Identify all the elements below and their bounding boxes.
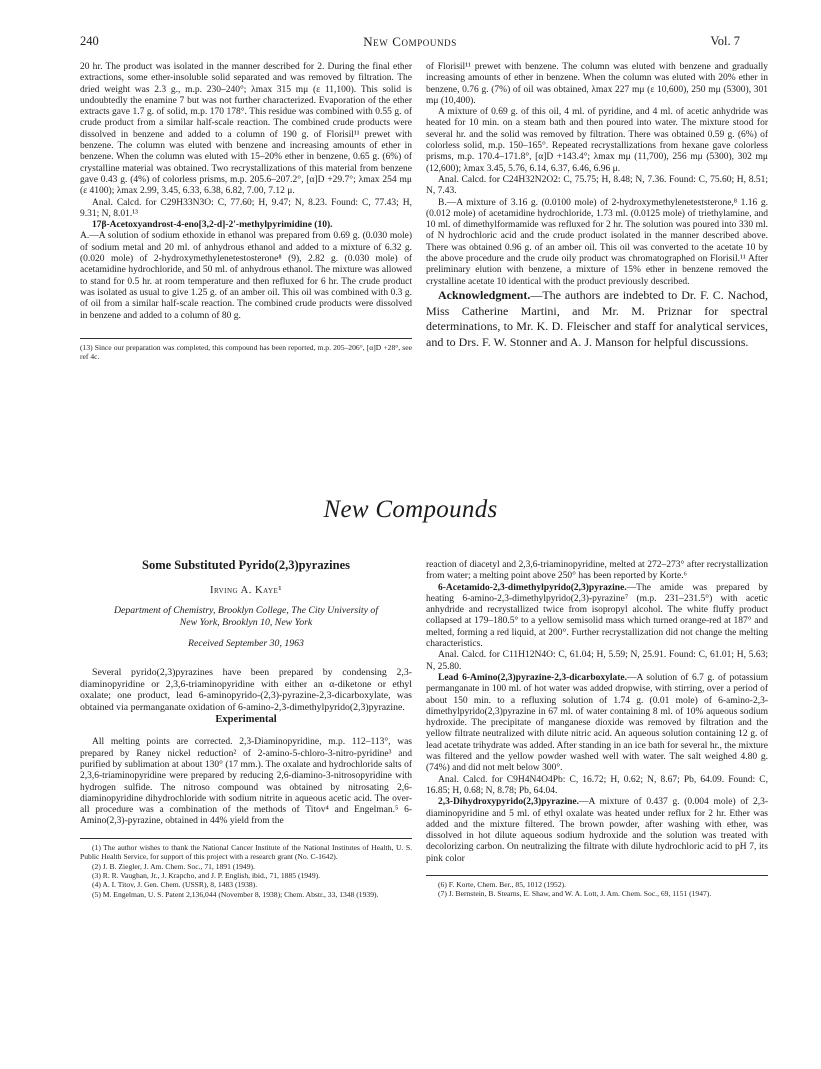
paragraph: B.—A mixture of 3.16 g. (0.0100 mole) of 2-hydroxymethyleneteststerone,⁸ 1.16 g. (0.012 mole) of acetamidine hydrochloride, 1.73 ml. (0.0125 mole) of triethylamine, and 10 ml. of dimethylformamide was refluxed for 2 hr. The solution was poured into 330 ml. of N hydrochloric acid and the crude product isolated in the manner described above. There was obtained 0.96 g. of an amber oil. This oil was converted to the acetate 10 by the above procedure and the crude oily product was chromatographed on Florisil.¹¹ After preliminary elution with benzene, a mixture of 15% ether in benzene removed the crystalline acetate 10 identical with the product previously described. [426, 197, 768, 287]
footnote-rule [426, 875, 768, 876]
paragraph-text: —A solution of 6.7 g. of potassium permanganate in 100 ml. of hot water was added dropwise, with stirring, over a period of about 150 min. to a refluxing solution of 1.74 g. (0.01 mole) of 6-amino-2,3-dimethylpyrido(2,3)pyrazine in 67 ml. of water containing 8 ml. of 10% aqueous sodium hydroxide. The precipitate of manganese dioxide was removed by filtration and the yellow filtrate neutralized with dilute nitric acid. An aqueous solution containing 12 g. of lead acetate trihydrate was added. After standing in an ice bath for several hr., the mixture was filtered and the yellow powder washed well with water. The salt weighed 4.80 g. (74%) and did not melt below 300°. [426, 672, 768, 774]
acknowledgment [426, 288, 768, 350]
compound-heading: Lead 6-Amino(2,3)pyrazine-2,3-dicarboxylate. [438, 672, 628, 683]
paragraph-text: A.—A solution of sodium ethoxide in ethanol was prepared from 0.69 g. (0.030 mole) of sodium metal and 20 ml. of anhydrous ethanol and added to a mixture of 6.32 g. (0.020 mole) of 2-hydroxymethylenetestosterone⁸ (9), 2.82 g. (0.030 mole) of acetamidine hydrochloride, and 50 ml. of anhydrous ethanol. The mixture was allowed to stand for 0.5 hr. at room temperature and then refluxed for 6 hr. The crude product was isolated as usual to give 1.25 g. of an amber oil. This oil was combined with 0.3 g. of oil from a similar half-scale reaction. The combined crude products were dissolved in benzene and added to a column of 80 g. [80, 231, 412, 321]
running-title: New Compounds [363, 34, 457, 49]
footnote: (3) R. R. Vaughan, Jr., J. Krapcho, and J. P. English, ibid., 71, 1885 (1949). [92, 870, 321, 880]
analysis-line: Anal. Calcd. for C11H12N4O: C, 61.04; H, 5.59; N, 25.91. Found: C, 61.01; H, 5.63; N, 25.80. [426, 650, 768, 672]
received-date: Received September 30, 1963 [188, 637, 304, 649]
footnote: (13) Since our preparation was completed, this compound has been reported, m.p. 205–206°, [α]D +28°, see ref 4c. [80, 342, 412, 362]
paragraph: 20 hr. The product was isolated in the manner described for 2. During the final ether extractions, some ether-insoluble solid separated and was removed by filtration. The dried weight was 2.3 g., m.p. 230–240°; λmax 315 mμ (ε 11,100). This solid is undoubtedly the enamine 7 but was not further characterized. Evaporation of the ether extracts gave 1.7 g. of solid, m.p. 170 178°. This residue was combined with 0.55 g. of crude product from a similar half-scale reaction. The combined crude products were dissolved in benzene and added to a column of 190 g. of Florisil¹¹ prewet with benzene. The column was eluted with benzene and increasing amounts of ether in benzene. When the column was eluted with 15–20% ether in benzene, 0.65 g. (6%) of crystalline material was obtained. Two recrystallizations of this material from benzene gave 0.43 g. (4%) of colorless prisms, m.p. 205.6–207.2°, [α]D +29.7°; λmax 254 mμ (ε 4100); λmax 2.99, 3.45, 6.33, 6.38, 6.82, 7.00, 7.12 μ. [80, 62, 412, 197]
page-number: 240 [80, 34, 99, 48]
analysis-line: Anal. Calcd. for C24H32N2O2: C, 75.75; H, 8.48; N, 7.36. Found: C, 75.60; H, 8.51; N, 7.43. [426, 174, 768, 197]
paragraph [426, 673, 768, 775]
footnote-rule [80, 338, 412, 339]
paragraph: All melting points are corrected. 2,3-Diaminopyridine, m.p. 112–113°, was prepared by Raney nickel reduction² of 2-amino-5-chloro-3-nitro-pyridine³ and purified by sublimation at about 130° (17 mm.). The oxalate and hydrochloride salts of 2,3,6-triaminopyridine were prepared by reducing 2,6-diamino-3-nitrosopyridine with hydrogen sulfide. The nitroso compound was obtained by nitrosating 2,6-diaminopyridine dihydrochloride with sodium nitrite in aqueous acetic acid. The over-all procedure was a combination of the methods of Titov⁴ and Engelman.⁵ 6-Amino(2,3)-pyrazine, obtained in 44% yield from the [80, 737, 412, 827]
paragraph: A mixture of 0.69 g. of this oil, 4 ml. of pyridine, and 4 ml. of acetic anhydride was heated for 10 min. on a steam bath and then poured into water. The mixture stood for several hr. and the solid was removed by filtration. There was obtained 0.59 g. (6%) of colorless solid, m.p. 150–165°. Repeated recrystallizations from hexane gave colorless prisms, m.p. 170.4–171.8°, [α]D +143.4°; λmax mμ (11,700), 256 mμ (5300), 302 mμ (12,600); λmax 3.45, 5.76, 6.14, 6.37, 6.46, 6.96 μ. [426, 107, 768, 174]
section-title: New Compounds [323, 496, 498, 523]
paragraph [426, 583, 768, 651]
footnote: (1) The author wishes to thank the National Cancer Institute of the National Institutes of Health, U. S. Public Health Service, for support of this project with a research grant (No. C-1642). [80, 842, 412, 862]
acknowledgment-text: —The authors are indebted to Dr. F. C. Nachod, Miss Catherine Martini, and Mr. M. Priznar for spectral determinations, to Mr. K. D. Fleischer and staff for analytical services, and to Drs. F. W. Stonner and A. J. Manson for helpful discussions. [426, 287, 768, 349]
paragraph: of Florisil¹¹ prewet with benzene. The column was eluted with benzene and gradually increasing amounts of ether in benzene. When the column was eluted with 20% ether in benzene, 0.76 g. (7%) of oil was obtained, λmax 227 mμ (ε 10,600), 250 mμ (5300), 301 mμ (10,400). [426, 62, 768, 106]
prev-article-column-right [426, 62, 768, 350]
article-column-right [426, 560, 768, 899]
compound-heading: 17β-Acetoxyandrost-4-eno[3,2-d]-2′-methylpyrimidine (10). [92, 220, 333, 231]
footnote: (7) J. Bernstein, B. Stearns, E. Shaw, and W. A. Lott, J. Am. Chem. Soc., 69, 1151 (1947). [438, 889, 712, 899]
footnote: (4) A. I. Titov, J. Gen. Chem. (USSR), 8, 1483 (1938). [92, 880, 258, 890]
paragraph-text: —The amide was prepared by heating 6-amino-2,3-dimethylpyrido(2,3)-pyrazine⁷ (m.p. 231–231.5°) with acetic anhydride and recrystallized twice from isopropyl alcohol. The white fluffy product collapsed at 179–180.5° to a yellow semisolid mass which turned orange-red at 187° and melted, forming a red liquid, at 200°. Further recrystallization did not change the melting characteristics. [426, 582, 768, 650]
paragraph [426, 797, 768, 865]
analysis-line: Anal. Calcd. for C29H33N3O: C, 77.60; H, 9.47; N, 8.23. Found: C, 77.43; H, 9.31; N, 8.01.¹³ [80, 197, 412, 219]
paragraph [80, 220, 412, 322]
author-affiliation: Department of Chemistry, Brooklyn College, The City University of New York, Brooklyn 10, New York [113, 604, 379, 628]
paragraph-text: —A mixture of 0.437 g. (0.004 mole) of 2,3-diaminopyridine and 5 ml. of ethyl oxalate was heated under reflux for 2 hr. Ether was added and the mixture filtered. The brown powder, after washing with ether, was dissolved in hot dilute aqueous sodium hydroxide and the solution was treated with decolorizing carbon. On neutralizing the filtrate with dilute hydrochloric acid to pH 7, its pink color [426, 797, 768, 864]
volume-label: Vol. 7 [710, 34, 740, 48]
acknowledgment-heading: Acknowledgment. [438, 287, 531, 302]
running-header [80, 34, 740, 52]
footnote-rule [80, 838, 412, 839]
article-author: Irving A. Kaye¹ [210, 585, 282, 597]
abstract: Several pyrido(2,3)pyrazines have been prepared by condensing 2,3-diaminopyridine or 2,3,6-triaminopyridine with either an α-diketone or ethyl oxalate; one product, lead 6-aminopyrido-(2,3)-pyrazine-2,3-dicarboxylate, was obtained via permanganate oxidation of 6-amino-2,3-dimethylpyrido(2,3)pyrazine. [80, 666, 412, 714]
experimental-heading: Experimental [215, 714, 277, 726]
compound-heading: 6-Acetamido-2,3-dimethylpyrido(2,3)pyrazine. [438, 582, 627, 593]
prev-article-column-left [80, 62, 412, 362]
footnote: (5) M. Engelman, U. S. Patent 2,136,044 (November 8, 1938); Chem. Abstr., 33, 1348 (1939). [92, 889, 379, 899]
footnote: (6) F. Korte, Chem. Ber., 85, 1012 (1952). [438, 880, 567, 890]
article-title: Some Substituted Pyrido(2,3)pyrazines [142, 558, 350, 572]
paragraph: reaction of diacetyl and 2,3,6-triaminopyridine, melted at 272–273° after recrystallization from water; a melting point above 250° has been reported by Korte.⁶ [426, 560, 768, 582]
analysis-line: Anal. Calcd. for C9H4N4O4Pb: C, 16.72; H, 0.62; N, 8.67; Pb, 64.09. Found: C, 16.85; H, 0.68; N, 8.78; Pb, 64.04. [426, 774, 768, 796]
footnote: (2) J. B. Ziegler, J. Am. Chem. Soc., 71, 1891 (1949). [92, 861, 255, 871]
compound-heading: 2,3-Dihydroxypyrido(2,3)pyrazine. [438, 797, 580, 808]
article-column-left [80, 560, 412, 899]
